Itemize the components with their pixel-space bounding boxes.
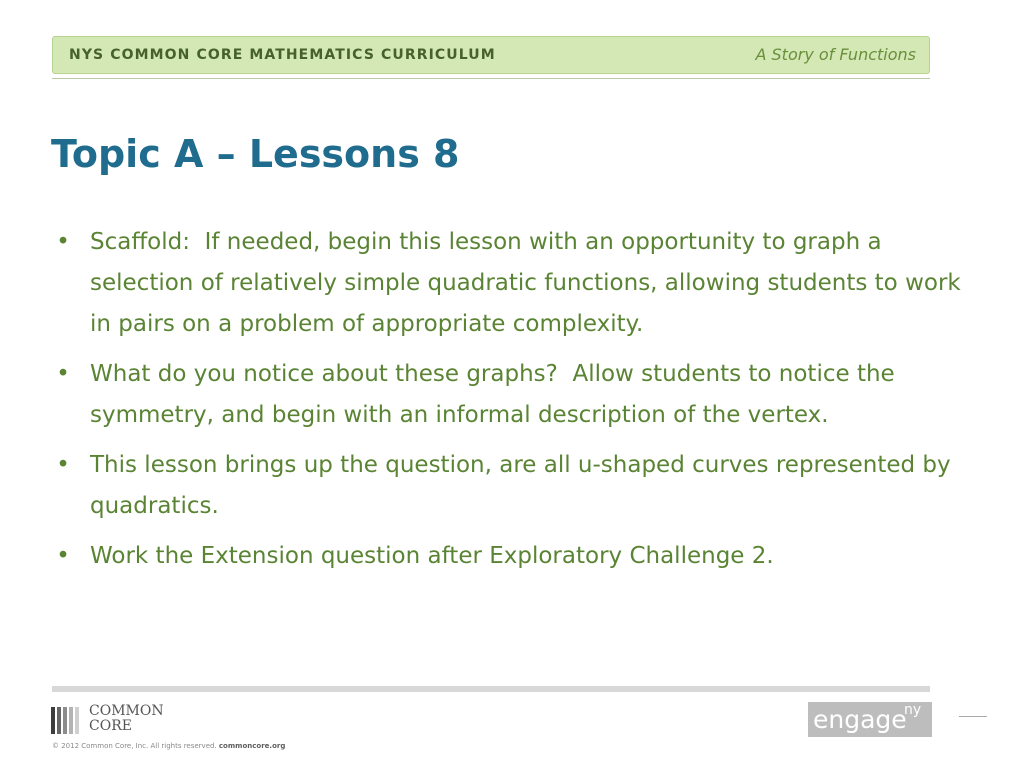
bullet-list	[52, 222, 977, 586]
common-core-line2: CORE	[89, 718, 132, 734]
bullet-text: This lesson brings up the question, are all u-shaped curves represented by quadratics.	[90, 452, 958, 519]
bullet-item	[52, 536, 977, 577]
engage-logo-text: engage	[813, 705, 907, 734]
bullet-text: Scaffold: If needed, begin this lesson with an opportunity to graph a selection of relatively simple quadratic functions, allowing students to work in pairs on a problem of appropriate complexity.	[90, 229, 969, 337]
engage-logo-superscript: ny	[904, 702, 922, 718]
common-core-line1: COMMON	[89, 703, 164, 719]
copyright-notice	[52, 741, 285, 751]
curriculum-label: NYS COMMON CORE MATHEMATICS CURRICULUM	[69, 47, 496, 63]
bullet-item	[52, 445, 977, 527]
page-title: Topic A – Lessons 8	[51, 132, 460, 176]
bullet-item	[52, 222, 977, 345]
header-divider	[52, 78, 930, 79]
bullet-text: What do you notice about these graphs? Allow students to notice the symmetry, and begin with an informal description of the vertex.	[90, 361, 903, 428]
bullet-icon: •	[56, 361, 70, 387]
copyright-text: © 2012 Common Core, Inc. All rights reserved.	[52, 742, 217, 750]
bullet-icon: •	[56, 543, 70, 569]
story-label: A Story of Functions	[755, 45, 916, 64]
bullet-text: Work the Extension question after Exploratory Challenge 2.	[90, 543, 774, 569]
header-bar	[52, 36, 930, 74]
decorative-line	[959, 716, 987, 717]
common-core-wordmark	[89, 704, 164, 734]
bullet-icon: •	[56, 229, 70, 255]
footer-divider	[52, 686, 930, 692]
common-core-bars-icon	[51, 704, 85, 734]
bullet-item	[52, 354, 977, 436]
copyright-link[interactable]: commoncore.org	[218, 742, 286, 750]
engage-ny-logo	[808, 702, 932, 737]
bullet-icon: •	[56, 452, 70, 478]
